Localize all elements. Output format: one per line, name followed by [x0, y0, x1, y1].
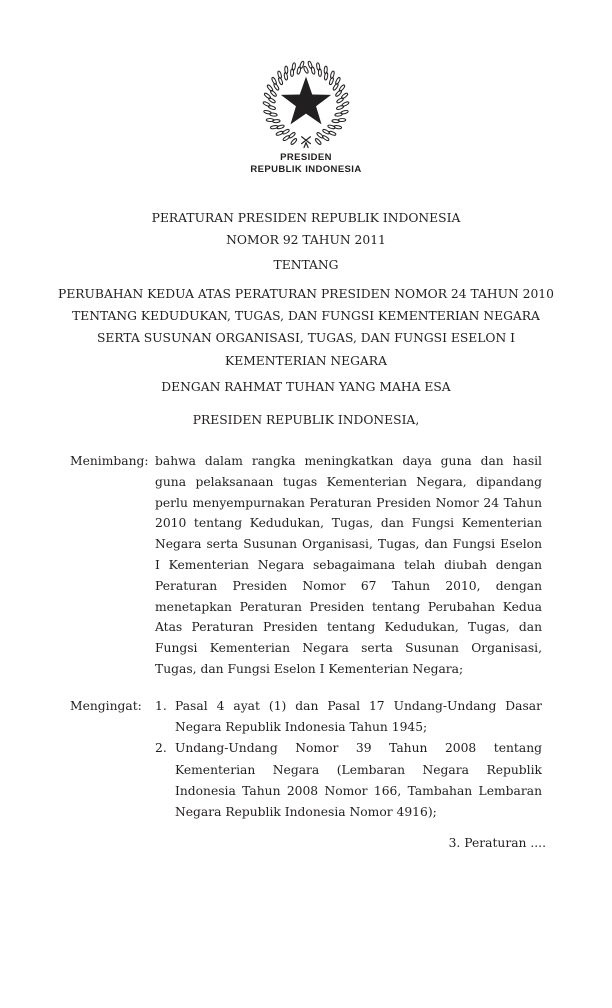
subject-line-3: SERTA SUSUNAN ORGANISASI, TUGAS, DAN FUNGSI ESELON I: [96, 331, 515, 346]
recalling-label: Mengingat:: [70, 699, 142, 713]
recalling-item-text: Pasal 4 ayat (1) dan Pasal 17 Undang-Undang Dasar Negara Republik Indonesia Tahun 1945;: [175, 699, 542, 735]
emblem-caption-republik-indonesia: REPUBLIK INDONESIA: [250, 163, 362, 175]
emblem-caption-presiden: PRESIDEN: [280, 152, 332, 163]
considering-text: bahwa dalam rangka meningkatkan daya guna dan hasil guna pelaksanaan tugas Kementerian Negara, dipandang perlu menyempurnakan Peraturan Presiden Nomor 24 Tahun 2010 tentang Kedudukan, Tugas, dan Fungsi Kementerian Negara serta Susunan Organisasi, Tugas, dan Fungsi Eselon I Kementerian Negara sebagaimana telah diubah dengan Peraturan Presiden Nomor 67 Tahun 2010, dengan menetapkan Peraturan Presiden tentang Perubahan Kedua Atas Peraturan Presiden tentang Kedudukan, Tugas, dan Fungsi Kementerian Negara serta Susunan Organisasi, Tugas, dan Fungsi Eselon I Kementerian Negara;: [155, 454, 542, 676]
recalling-item: [155, 738, 542, 823]
considering-label: Menimbang:: [70, 454, 149, 468]
recalling-item-number: 2.: [155, 741, 167, 756]
considering-section: [70, 451, 542, 680]
authority-line: PRESIDEN REPUBLIK INDONESIA,: [192, 413, 420, 427]
wreath-tie-icon: [302, 137, 311, 148]
subject-line-1: PERUBAHAN KEDUA ATAS PERATURAN PRESIDEN NOMOR 24 TAHUN 2010: [58, 287, 554, 301]
regulation-title-line1: PERATURAN PRESIDEN REPUBLIK INDONESIA: [151, 211, 461, 225]
regulation-number: NOMOR 92 TAHUN 2011: [226, 232, 386, 247]
presidential-star-wreath-icon: [261, 58, 351, 150]
invocation-line: DENGAN RAHMAT TUHAN YANG MAHA ESA: [161, 380, 451, 394]
recalling-section: [70, 696, 542, 823]
presidential-emblem: [0, 58, 612, 175]
regulation-subject: [0, 283, 612, 372]
subject-line-2: TENTANG KEDUDUKAN, TUGAS, DAN FUNGSI KEMENTERIAN NEGARA: [72, 309, 540, 324]
recalling-item: [155, 696, 542, 738]
tentang-heading: TENTANG: [273, 258, 339, 272]
regulation-title: [0, 208, 612, 251]
emblem-caption: [0, 152, 612, 175]
recalling-list: [155, 696, 542, 823]
page-catchword: 3. Peraturan ....: [448, 836, 546, 850]
star-icon: [281, 77, 331, 125]
recalling-item-text: Undang-Undang Nomor 39 Tahun 2008 tentang Kementerian Negara (Lembaran Negara Republik Indonesia Tahun 2008 Nomor 166, Tambahan Lembaran Negara Republik Indonesia Nomor 4916);: [175, 741, 542, 820]
recalling-item-number: 1.: [155, 699, 167, 713]
subject-line-4: KEMENTERIAN NEGARA: [225, 353, 387, 368]
